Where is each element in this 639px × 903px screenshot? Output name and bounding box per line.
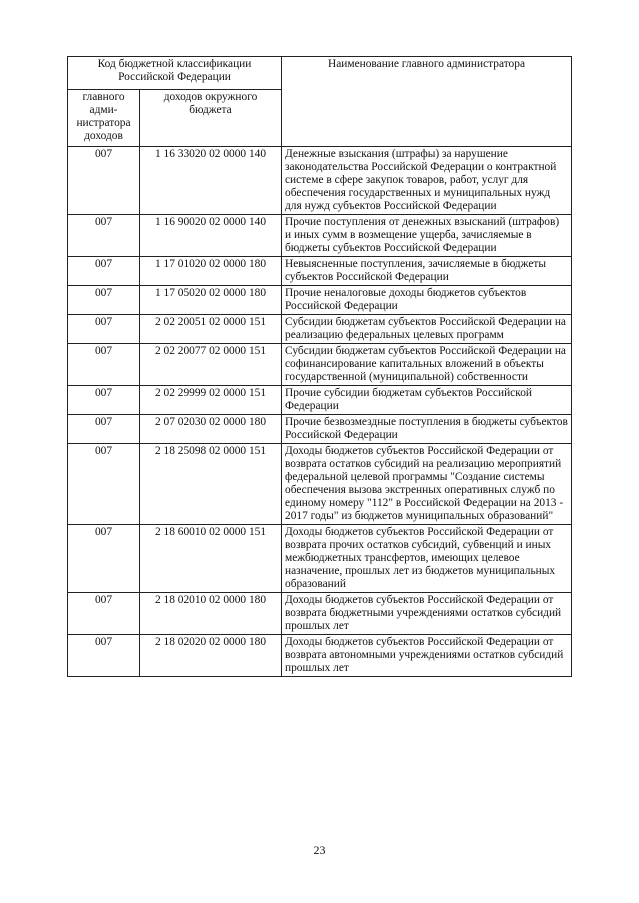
administrator-name-cell: Прочие безвозмездные поступления в бюджеты субъектов Российской Федерации xyxy=(282,415,572,444)
table-row xyxy=(68,593,572,635)
budget-code-cell: 1 16 33020 02 0000 140 xyxy=(140,147,282,215)
table-row xyxy=(68,257,572,286)
admin-code-cell: 007 xyxy=(68,593,140,635)
budget-code-cell: 2 02 20051 02 0000 151 xyxy=(140,315,282,344)
admin-code-cell: 007 xyxy=(68,344,140,386)
header-classification-code: Код бюджетной классификации Российской Федерации xyxy=(68,57,282,90)
budget-code-cell: 2 02 29999 02 0000 151 xyxy=(140,386,282,415)
administrator-name-cell: Прочие поступления от денежных взысканий (штрафов) и иных сумм в возмещение ущерба, зачисляемые в бюджеты субъектов Российской Федерации xyxy=(282,215,572,257)
budget-code-cell: 2 18 60010 02 0000 151 xyxy=(140,525,282,593)
budget-code-cell: 2 07 02030 02 0000 180 xyxy=(140,415,282,444)
admin-code-cell: 007 xyxy=(68,315,140,344)
administrator-name-cell: Прочие субсидии бюджетам субъектов Российской Федерации xyxy=(282,386,572,415)
admin-code-cell: 007 xyxy=(68,286,140,315)
table-row xyxy=(68,444,572,525)
admin-code-cell: 007 xyxy=(68,257,140,286)
page-number: 23 xyxy=(313,843,326,857)
admin-code-cell: 007 xyxy=(68,386,140,415)
table-row xyxy=(68,215,572,257)
admin-code-cell: 007 xyxy=(68,635,140,677)
table-row xyxy=(68,415,572,444)
administrator-name-cell: Доходы бюджетов субъектов Российской Федерации от возврата прочих остатков субсидий, субвенций и иных межбюджетных трансфертов, имеющих целевое назначение, прошлых лет из бюджетов муниципальных образований xyxy=(282,525,572,593)
administrator-name-cell: Доходы бюджетов субъектов Российской Федерации от возврата остатков субсидий на реализацию мероприятий федеральной целевой программы "Создание системы обеспечения вызова экстренных оперативных служб по единому номеру "112" в Российской Федерации на 2013 - 2017 годы" из бюджетов муниципальных образований" xyxy=(282,444,572,525)
header-administrator-name: Наименование главного администратора xyxy=(282,57,572,147)
table-row xyxy=(68,147,572,215)
header-main-administrator: главного адми-нистратора доходов xyxy=(68,90,140,147)
admin-code-cell: 007 xyxy=(68,444,140,525)
admin-code-cell: 007 xyxy=(68,415,140,444)
admin-code-cell: 007 xyxy=(68,215,140,257)
budget-code-cell: 2 02 20077 02 0000 151 xyxy=(140,344,282,386)
table-row xyxy=(68,386,572,415)
budget-code-cell: 2 18 25098 02 0000 151 xyxy=(140,444,282,525)
administrator-name-cell: Доходы бюджетов субъектов Российской Федерации от возврата бюджетными учреждениями остатков субсидий прошлых лет xyxy=(282,593,572,635)
admin-code-cell: 007 xyxy=(68,525,140,593)
header-district-budget-code: доходов окружного бюджета xyxy=(140,90,282,147)
budget-code-cell: 1 17 01020 02 0000 180 xyxy=(140,257,282,286)
admin-code-cell: 007 xyxy=(68,147,140,215)
table-row xyxy=(68,635,572,677)
table-row xyxy=(68,525,572,593)
budget-classification-table xyxy=(67,56,572,677)
administrator-name-cell: Невыясненные поступления, зачисляемые в бюджеты субъектов Российской Федерации xyxy=(282,257,572,286)
administrator-name-cell: Доходы бюджетов субъектов Российской Федерации от возврата автономными учреждениями остатков субсидий прошлых лет xyxy=(282,635,572,677)
administrator-name-cell: Прочие неналоговые доходы бюджетов субъектов Российской Федерации xyxy=(282,286,572,315)
table-row xyxy=(68,315,572,344)
administrator-name-cell: Субсидии бюджетам субъектов Российской Федерации на софинансирование капитальных вложений в объекты государственной (муниципальной) собственности xyxy=(282,344,572,386)
budget-code-cell: 2 18 02020 02 0000 180 xyxy=(140,635,282,677)
table-row xyxy=(68,344,572,386)
administrator-name-cell: Денежные взыскания (штрафы) за нарушение законодательства Российской Федерации о контрактной системе в сфере закупок товаров, работ, услуг для обеспечения государственных и муниципальных нужд для нужд субъектов Российской Федерации xyxy=(282,147,572,215)
administrator-name-cell: Субсидии бюджетам субъектов Российской Федерации на реализацию федеральных целевых программ xyxy=(282,315,572,344)
table-row xyxy=(68,286,572,315)
budget-code-cell: 2 18 02010 02 0000 180 xyxy=(140,593,282,635)
budget-code-cell: 1 17 05020 02 0000 180 xyxy=(140,286,282,315)
budget-code-cell: 1 16 90020 02 0000 140 xyxy=(140,215,282,257)
